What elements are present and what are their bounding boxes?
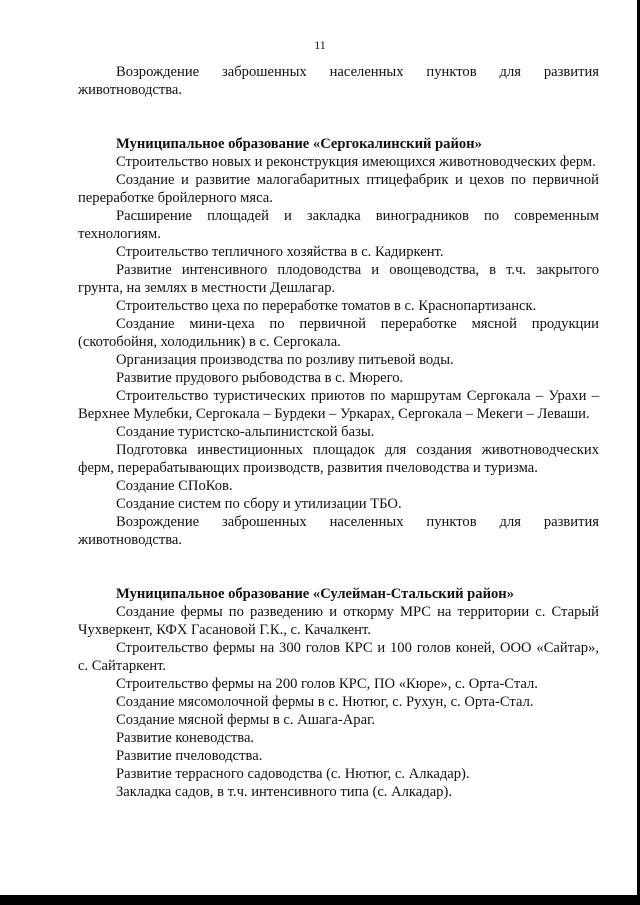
paragraph: Развитие коневодства. [116,730,255,746]
paragraph: Подготовка инвестиционных площадок для создания животноводческих ферм, перерабатывающих производств, развития пчеловодства и туризма. [78,442,599,476]
paragraph: Строительство цеха по переработке томатов в с. Краснопартизанск. [116,298,537,314]
paragraph: Строительство новых и реконструкция имеющихся животноводческих ферм. [116,154,596,170]
section-gap [78,99,599,135]
section-heading: Муниципальное образование «Сулейман-Стальский район» [116,586,515,602]
section-suleyman-stalsky [78,585,599,801]
document-body [78,63,599,801]
paragraph: Создание мясной фермы в с. Ашага-Араг. [116,712,376,728]
paragraph: Возрождение заброшенных населенных пунктов для развития животноводства. [78,64,599,98]
paragraph: Развитие террасного садоводства (с. Нютюг, с. Алкадар). [116,766,470,782]
paragraph: Строительство фермы на 200 голов КРС, ПО «Кюре», с. Орта-Стал. [116,676,538,692]
section-heading: Муниципальное образование «Сергокалинский район» [116,136,482,152]
paragraph: Развитие прудового рыбоводства в с. Мюрего. [116,370,404,386]
section-gap [78,549,599,585]
paragraph: Организация производства по розливу питьевой воды. [116,352,454,368]
page-number: 11 [314,38,326,52]
scan-edge-bottom [0,895,640,905]
paragraph: Создание СПоКов. [116,478,233,494]
paragraph: Возрождение заброшенных населенных пунктов для развития животноводства. [78,514,599,548]
paragraph: Создание мини-цеха по первичной переработке мясной продукции (скотобойня, холодильник) в с. Сергокала. [78,316,599,350]
section-continuation [78,63,599,99]
paragraph: Расширение площадей и закладка виноградников по современным технологиям. [78,208,599,242]
section-sergokalinsky [78,135,599,549]
paragraph: Создание и развитие малогабаритных птицефабрик и цехов по первичной переработке бройлерного мяса. [78,172,599,206]
paragraph: Создание фермы по разведению и откорму МРС на территории с. Старый Чухверкент, КФХ Гасановой Г.К., с. Качалкент. [78,604,599,638]
paragraph: Развитие интенсивного плодоводства и овощеводства, в т.ч. закрытого грунта, на землях в местности Дешлагар. [78,262,599,296]
paragraph: Строительство тепличного хозяйства в с. Кадиркент. [116,244,444,260]
paragraph: Строительство фермы на 300 голов КРС и 100 голов коней, ООО «Сайтар», с. Сайтаркент. [78,640,599,674]
paragraph: Строительство туристических приютов по маршрутам Сергокала – Урахи – Верхнее Мулебки, Сергокала – Бурдеки – Уркарах, Сергокала – Мекеги – Леваши. [78,388,599,422]
paragraph: Создание мясомолочной фермы в с. Нютюг, с. Рухун, с. Орта-Стал. [116,694,534,710]
paragraph: Закладка садов, в т.ч. интенсивного типа (с. Алкадар). [116,784,452,800]
paragraph: Создание туристско-альпинистской базы. [116,424,375,440]
paragraph: Создание систем по сбору и утилизации ТБО. [116,496,402,512]
paragraph: Развитие пчеловодства. [116,748,263,764]
